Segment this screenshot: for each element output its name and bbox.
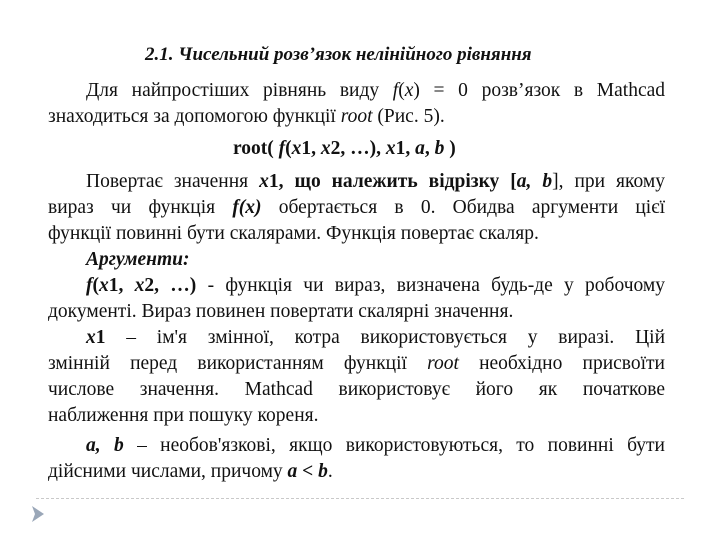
arguments-label: Аргументи: (86, 249, 190, 270)
section-heading: 2.1. Чисельний розв’язок нелінійного рівняння (145, 44, 532, 65)
footer-divider (36, 498, 684, 499)
arrow-right-icon[interactable] (30, 505, 46, 523)
arg-f-line2: документі. Вираз повинен повертати скалярні значення. (48, 301, 514, 322)
arg-ab-line1: a, b – необов'язкові, якщо використовуються, то повинні бути (86, 435, 665, 456)
para2-line3: функції повинні бути скалярами. Функція повертає скаляр. (48, 223, 539, 244)
arg-x-line3: числове значення. Mathcad використовує його як початкове (48, 379, 665, 400)
para2-line2: вираз чи функція f(x) обертається в 0. Обидва аргументи цієї (48, 197, 666, 218)
arg-x-line1: x1 – ім'я змінної, котра використовується у виразі. Цій (86, 327, 665, 348)
para1-line2: знаходиться за допомогою функції root (Рис. 5). (48, 106, 445, 127)
arg-f-line1: f(x1, x2, …) - функція чи вираз, визначена будь-де у робочому (86, 275, 666, 296)
para1-line1: Для найпростіших рівнянь виду f(x) = 0 розв’язок в Mathcad (86, 80, 666, 101)
root-formula: root( f(x1, x2, …), x1, a, b ) (233, 138, 456, 159)
arg-ab-line2: дійсними числами, причому a < b. (48, 461, 333, 482)
para2-line1: Повертає значення x1, що належить відрізку [a, b], при якому (86, 171, 665, 192)
arg-x-line2: змінній перед використанням функції root необхідно присвоїти (48, 353, 665, 374)
arg-x-line4: наближення при пошуку кореня. (48, 405, 319, 426)
